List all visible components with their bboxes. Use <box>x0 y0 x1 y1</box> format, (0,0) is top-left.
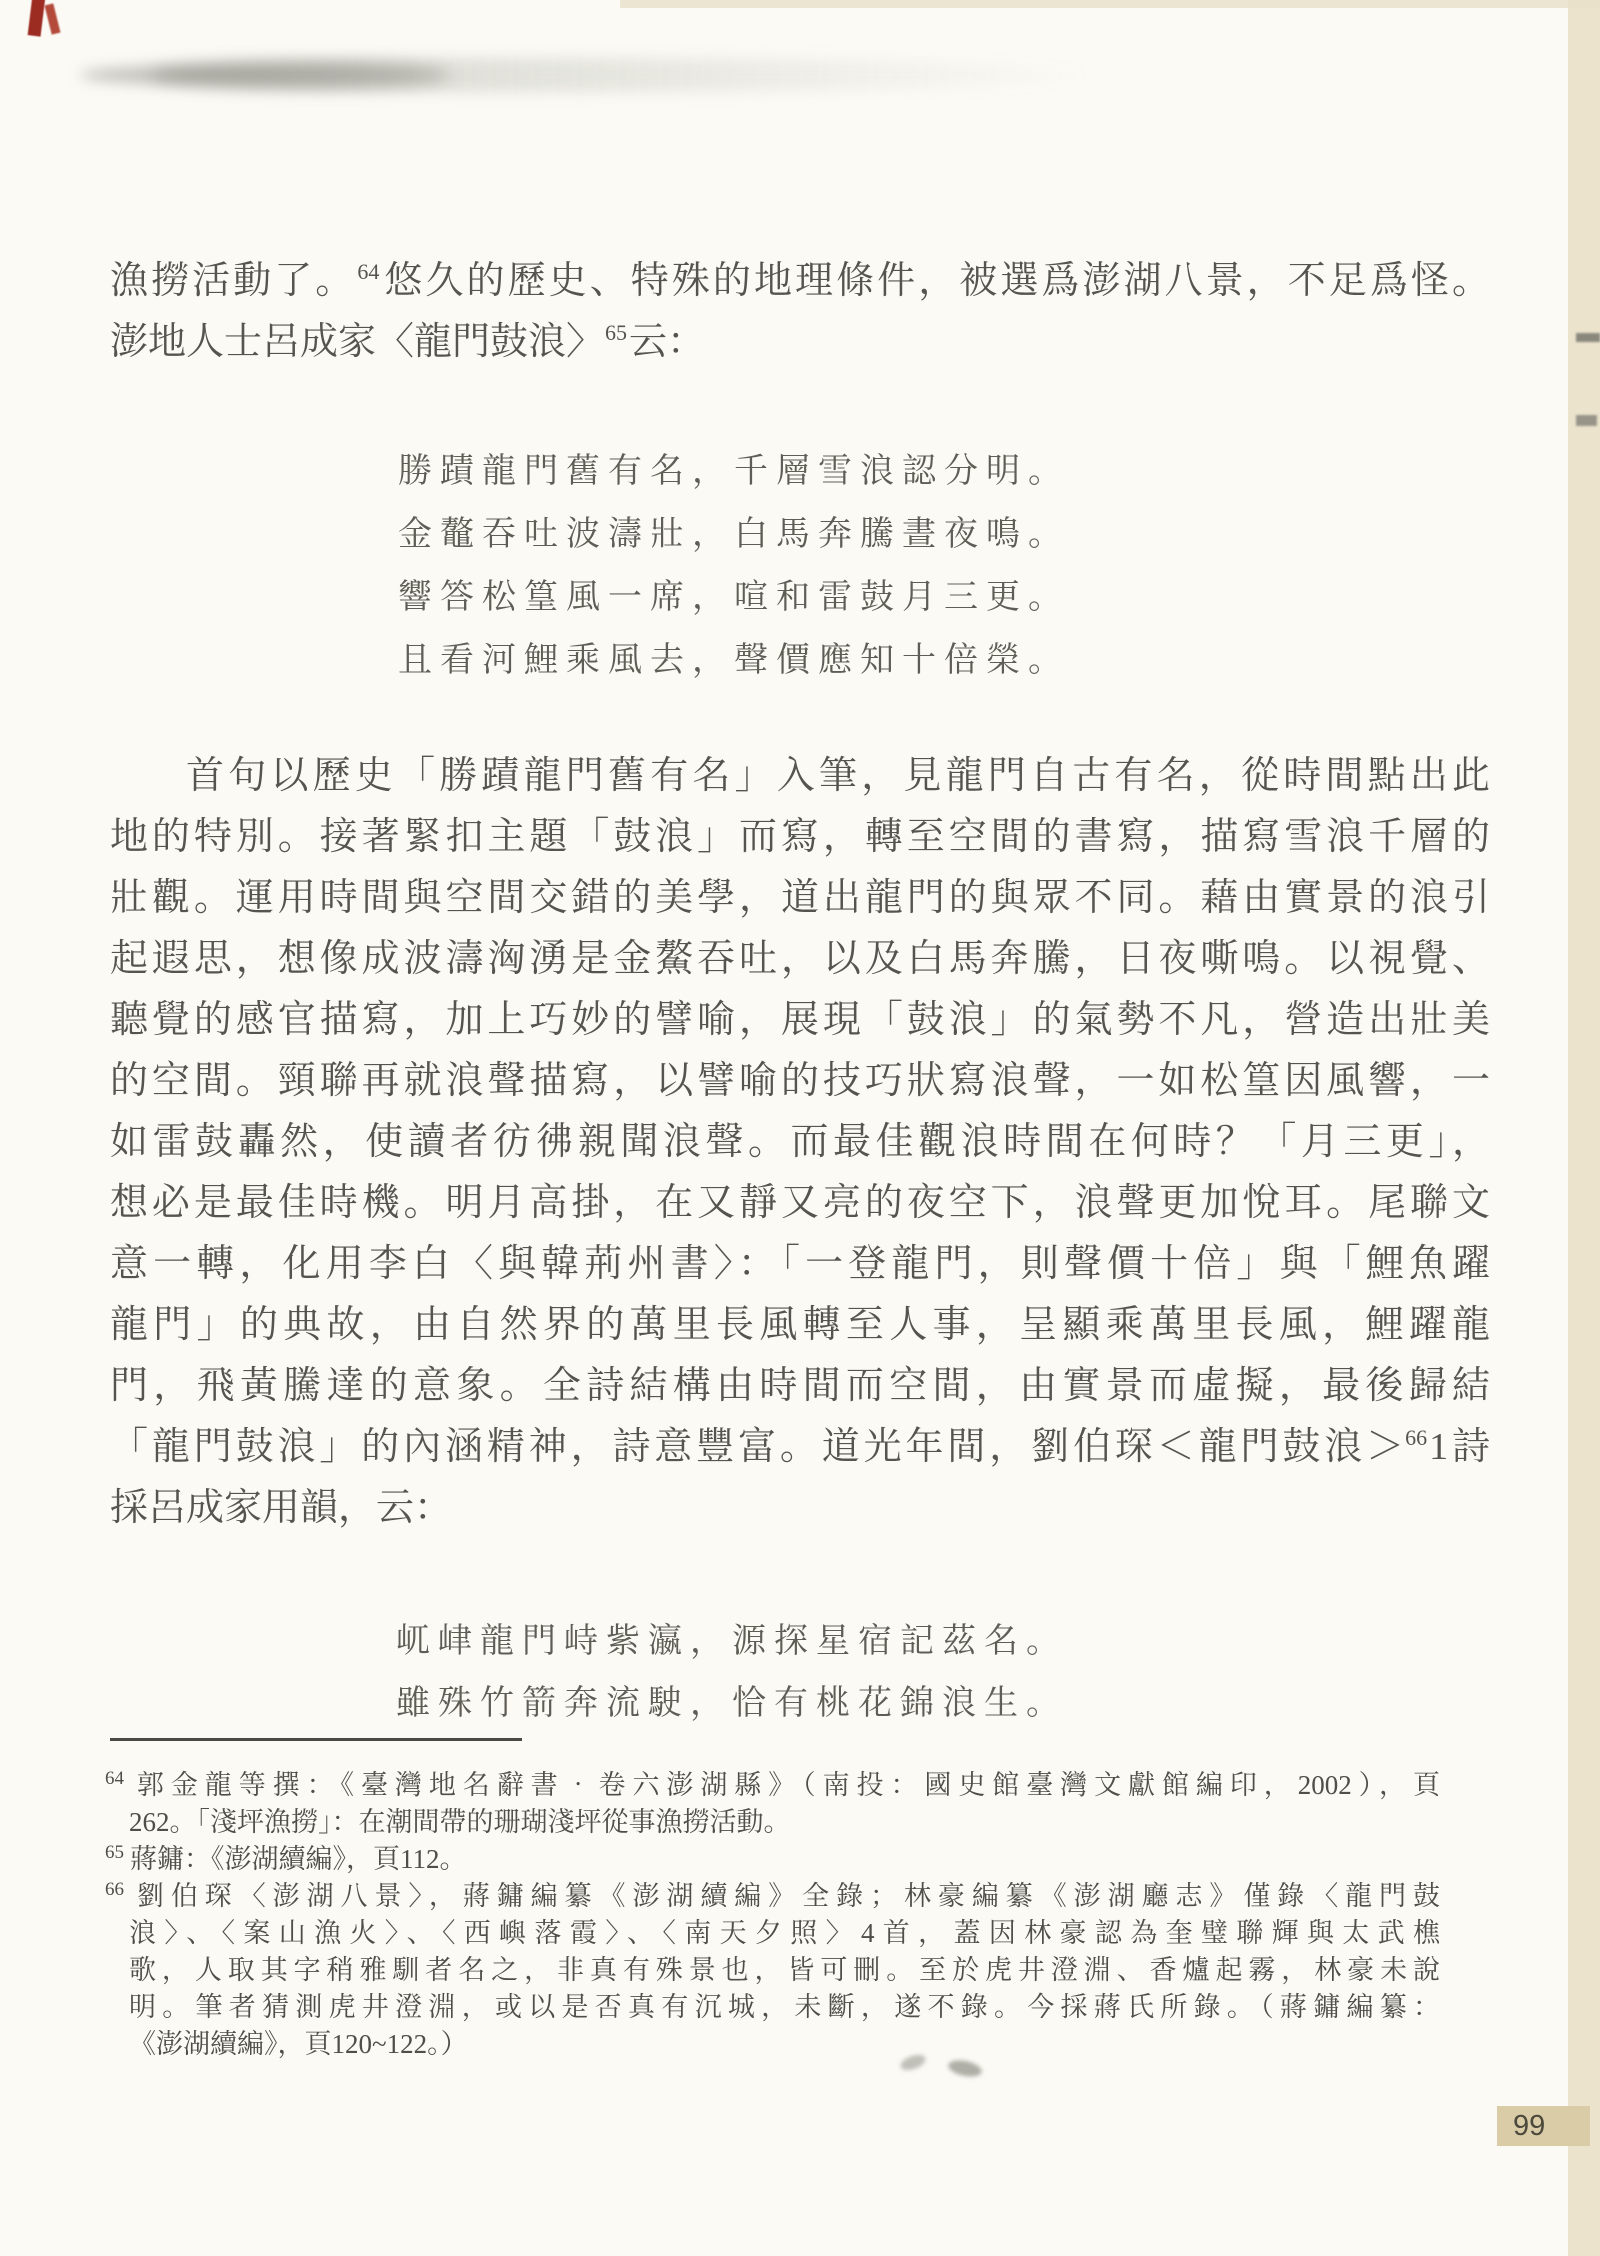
footnote-marker: 66 <box>105 1879 124 1900</box>
text-line: 首句以歷史「勝蹟龍門舊有名」入筆，見龍門自古有名，從時間點出此 <box>186 755 1490 797</box>
poem-line: 屼峍龍門峙紫瀛，源探星宿記茲名。 <box>396 1623 1068 1660</box>
analysis-text: 1詩 <box>1429 1426 1490 1468</box>
analysis-paragraph <box>110 746 1490 1539</box>
text-line: 意一轉，化用李白〈與韓荊州書〉：「一登龍門，則聲價十倍」與「鯉魚躍 <box>110 1243 1490 1285</box>
text-line: 採呂成家用韻，云： <box>110 1487 453 1529</box>
footnote-line: 《澎湖續編》，頁120~122。） <box>129 2029 468 2059</box>
footnote-line <box>105 1767 1440 1804</box>
red-ink-edge-mark <box>28 0 46 37</box>
text-line: 地的特別。接著緊扣主題「鼓浪」而寫，轉至空間的書寫，描寫雪浪千層的 <box>110 816 1490 858</box>
footnote-66 <box>105 1878 1440 2063</box>
poem-line: 金鼇吞吐波濤壯，白馬奔騰晝夜鳴。 <box>398 516 1070 553</box>
footnote-line: 浪〉、〈案山漁火〉、〈西嶼落霞〉、〈南天夕照〉4首，蓋因林豪認為奎璧聯輝與太武樵 <box>129 1918 1440 1948</box>
footnote-line: 262。「淺坪漁撈」：在潮間帶的珊瑚淺坪從事漁撈活動。 <box>129 1807 791 1837</box>
poem-block-lu-chengjia <box>398 440 1070 692</box>
page-edge-strip-top <box>620 0 1600 8</box>
intro-text: 悠久的歷史、特殊的地理條件，被選爲澎湖八景，不足爲怪。 <box>381 260 1490 302</box>
text-line: 想必是最佳時機。明月高掛，在又靜又亮的夜空下，浪聲更加悅耳。尾聯文 <box>110 1182 1490 1224</box>
text-line <box>110 312 1490 373</box>
footnotes-section <box>105 1767 1440 2063</box>
text-line: 龍門」的典故，由自然界的萬里長風轉至人事，呈顯乘萬里長風，鯉躍龍 <box>110 1304 1490 1346</box>
footnote-64 <box>105 1767 1440 1841</box>
footnote-line <box>105 1841 1440 1878</box>
footnote-line: 歌，人取其字稍雅馴者名之，非真有殊景也，皆可刪。至於虎井澄淵、香爐起霧，林豪未說 <box>129 1955 1440 1985</box>
page-number: 99 <box>1513 2109 1546 2142</box>
intro-text: 云： <box>629 321 706 363</box>
pencil-smudge <box>150 62 450 88</box>
red-ink-edge-mark <box>45 3 61 34</box>
footnote-text: 劉伯琛〈澎湖八景〉，蔣鏞編纂《澎湖續編》全錄；林豪編纂《澎湖廳志》僅錄〈龍門鼓 <box>130 1881 1440 1911</box>
footnote-ref-66: 66 <box>1405 1425 1428 1450</box>
text-line: 的空間。頸聯再就浪聲描寫，以譬喻的技巧狀寫浪聲，一如松篁因風響，一 <box>110 1060 1490 1102</box>
poem-block-liu-bochen <box>396 1611 1068 1735</box>
footnote-marker: 65 <box>105 1842 124 1863</box>
poem-line: 雖殊竹箭奔流駛，恰有桃花錦浪生。 <box>396 1685 1068 1722</box>
text-line: 壯觀。運用時間與空間交錯的美學，道出龍門的與眾不同。藉由實景的浪引 <box>110 877 1490 919</box>
footnote-line: 明。筆者猜測虎井澄淵，或以是否真有沉城，未斷，遂不錄。今採蔣氏所錄。（蔣鏞編纂： <box>129 1992 1440 2022</box>
text-line: 門，飛黃騰達的意象。全詩結構由時間而空間，由實景而虛擬，最後歸結 <box>110 1365 1490 1407</box>
page-number-badge <box>1497 2106 1590 2146</box>
text-line: 聽覺的感官描寫，加上巧妙的譬喻，展現「鼓浪」的氣勢不凡，營造出壯美 <box>110 999 1490 1041</box>
poem-line: 勝蹟龍門舊有名，千層雪浪認分明。 <box>398 453 1070 490</box>
poem-line: 且看河鯉乘風去，聲價應知十倍榮。 <box>398 642 1070 679</box>
intro-text: 澎地人士呂成家〈龍門鼓浪〉 <box>110 321 605 363</box>
footnote-marker: 64 <box>105 1768 124 1789</box>
text-line <box>110 251 1490 312</box>
footnote-text: 郭金龍等撰：《臺灣地名辭書‧卷六澎湖縣》（南投：國史館臺灣文獻館編印，2002），頁 <box>130 1770 1440 1800</box>
footnote-line <box>105 1878 1440 1915</box>
footnote-separator-rule <box>110 1738 522 1741</box>
analysis-text: 「龍門鼓浪」的內涵精神，詩意豐富。道光年間，劉伯琛＜龍門鼓浪＞ <box>110 1426 1405 1468</box>
text-line: 起遐思，想像成波濤洶湧是金鰲吞吐，以及白馬奔騰，日夜嘶鳴。以視覺、 <box>110 938 1490 980</box>
text-line: 如雷鼓轟然，使讀者彷彿親聞浪聲。而最佳觀浪時間在何時？「月三更」， <box>110 1121 1490 1163</box>
footnote-ref-65: 65 <box>605 320 628 345</box>
footnote-ref-64: 64 <box>357 259 380 284</box>
footnote-65 <box>105 1841 1440 1878</box>
scan-speck <box>1576 333 1600 342</box>
footnote-text: 蔣鏞：《澎湖續編》，頁112。 <box>130 1844 467 1874</box>
intro-text: 漁撈活動了。 <box>110 260 357 302</box>
poem-line: 響答松篁風一席，喧和雷鼓月三更。 <box>398 579 1070 616</box>
text-line <box>110 1417 1490 1478</box>
intro-paragraph <box>110 251 1490 373</box>
scan-speck <box>1576 415 1597 426</box>
